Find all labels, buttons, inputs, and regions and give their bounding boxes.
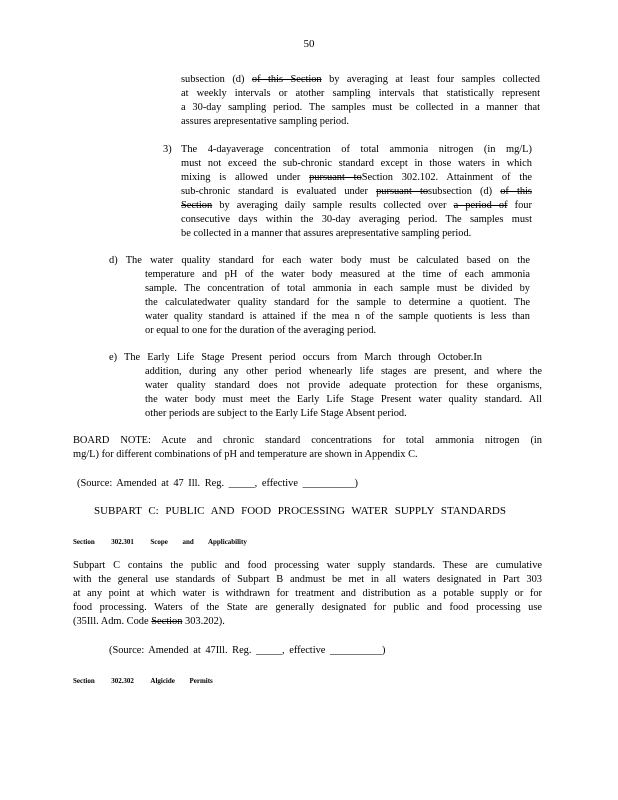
text-line: at weekly intervals or atother sampling intervals that statistically represent <box>181 88 540 99</box>
paragraph-d-body <box>145 268 530 338</box>
text-line: must not exceed the sub-chronic standard except in those waters in which <box>181 158 532 169</box>
section-heading-302-301 <box>73 535 262 549</box>
section-label: Section <box>73 676 95 685</box>
text-line: Section by averaging daily sample results collected over a period of four <box>181 200 532 211</box>
text-line: water quality standard does not provide adequate protection for these organisms, <box>145 380 542 391</box>
subpart-heading: SUBPART C: PUBLIC AND FOOD PROCESSING WATER SUPPLY STANDARDS <box>94 505 506 517</box>
text-line: with the general use standards of Subpart B andmust be met in all waters designated in Part 303 <box>73 574 542 585</box>
text-line: other periods are subject to the Early Life Stage Absent period. <box>145 408 407 419</box>
text-line: assures arepresentative sampling period. <box>181 116 349 127</box>
section-number: 302.302 <box>111 676 134 685</box>
section-label: Section <box>73 537 95 546</box>
source-note: (Source: Amended at 47Ill. Reg. _____, effective __________) <box>109 645 386 656</box>
text-line: d) The water quality standard for each water body must be calculated based on the <box>109 255 530 266</box>
text-line: consecutive days within the 30-day averaging period. The samples must <box>181 214 532 225</box>
text-line: a 30-day sampling period. The samples must be collected in a manner that <box>181 102 540 113</box>
paragraph-c3-marker: 3) <box>163 144 172 155</box>
text-line: Subpart C contains the public and food processing water supply standards. These are cumulative <box>73 560 542 571</box>
text-line: e) The Early Life Stage Present period occurs from March through October.In <box>109 352 482 363</box>
text-line: water quality standard is attained if the mea n of the sample quotients is less than <box>145 311 530 322</box>
paragraph-c2-continuation <box>181 73 540 129</box>
text-line: at any point at which water is withdrawn for treatment and distribution as a potable supply or for <box>73 588 542 599</box>
paragraph-e <box>109 351 482 365</box>
text-line: the calculatedwater quality standard for the sample to determine a quotient. The <box>145 297 530 308</box>
text-line: sub-chronic standard is evaluated under pursuant tosubsection (d) of this <box>181 186 532 197</box>
text-line: addition, during any other period whenearly life stages are present, and where the <box>145 366 542 377</box>
text-line: subsection (d) of this Section by averaging at least four samples collected <box>181 74 540 85</box>
text-line: be collected in a manner that assures arepresentative sampling period. <box>181 228 472 239</box>
text-line: food processing. Waters of the State are generally designated for public and food processing use <box>73 602 542 613</box>
text-line: mixing is allowed under pursuant toSection 302.102. Attainment of the <box>181 172 533 183</box>
deleted-text: a period of <box>453 200 508 211</box>
text-line: temperature and pH of the water body measured at the time of each ammonia <box>145 269 530 280</box>
text-line: sample. The concentration of total ammonia in each sample must be divided by <box>145 283 530 294</box>
text-line: (35Ill. Adm. Code Section 303.202). <box>73 616 225 627</box>
page-number: 50 <box>303 38 315 50</box>
deleted-text: of this Section <box>251 74 322 85</box>
paragraph-d <box>109 254 530 268</box>
text-line: BOARD NOTE: Acute and chronic standard concentrations for total ammonia nitrogen (in <box>73 435 542 446</box>
text-line: the water body must meet the Early Life Stage Present water quality standard. All <box>145 394 542 405</box>
deleted-text: Section <box>181 200 213 211</box>
text-line: mg/L) for different combinations of pH and temperature are shown in Appendix C. <box>73 449 418 460</box>
deleted-text: of this <box>500 186 532 197</box>
section-number: 302.301 <box>111 537 134 546</box>
text-line: The 4-dayaverage concentration of total ammonia nitrogen (in mg/L) <box>181 144 532 155</box>
board-note <box>73 434 542 462</box>
paragraph-c3 <box>181 143 532 241</box>
subpart-c-description <box>73 559 542 629</box>
paragraph-e-body <box>145 365 542 421</box>
source-note: (Source: Amended at 47 Ill. Reg. _____, effective __________) <box>77 478 358 489</box>
section-title: Algicide Permits <box>150 676 213 685</box>
section-title: Scope and Applicability <box>150 537 247 546</box>
deleted-text: pursuant to <box>309 172 362 183</box>
deleted-text: Section <box>151 616 183 627</box>
deleted-text: pursuant to <box>376 186 429 197</box>
text-line: or equal to one for the duration of the averaging period. <box>145 325 377 336</box>
section-heading-302-302 <box>73 674 227 688</box>
